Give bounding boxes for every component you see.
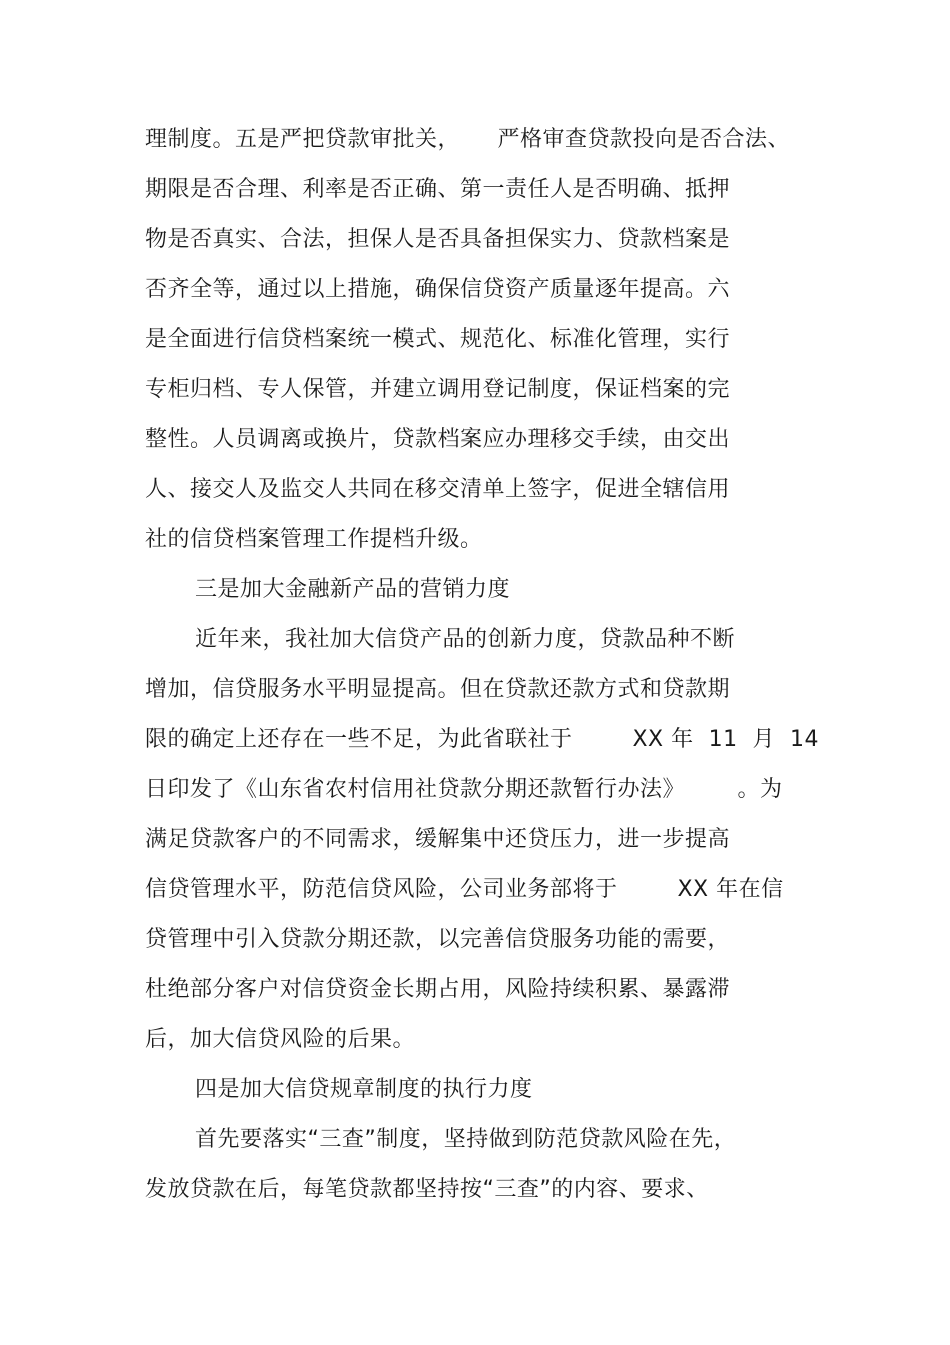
text-line: 社的信贷档案管理工作提档升级。 [145, 527, 483, 552]
text-line: 限的确定上还存在一些不足，为此省联社于 XX 年 11 月 14 [145, 727, 820, 752]
text-line: 满足贷款客户的不同需求，缓解集中还贷压力，进一步提高 [145, 827, 731, 852]
text-line: 发放贷款在后，每笔贷款都坚持按“三查”的内容、要求、 [145, 1177, 709, 1202]
text-line: 物是否真实、合法，担保人是否具备担保实力、贷款档案是 [145, 227, 731, 252]
text-line: 期限是否合理、利率是否正确、第一责任人是否明确、抵押 [145, 177, 731, 202]
text-line: 日印发了《山东省农村信用社贷款分期还款暂行办法》 。为 [145, 777, 783, 802]
paragraph-start: 首先要落实“三查”制度，坚持做到防范贷款风险在先， [195, 1127, 737, 1152]
section-heading: 四是加大信贷规章制度的执行力度 [195, 1077, 533, 1102]
text-line: 信贷管理水平，防范信贷风险，公司业务部将于 XX 年在信 [145, 877, 784, 902]
text-line: 否齐全等，通过以上措施，确保信贷资产质量逐年提高。六 [145, 277, 731, 302]
text-line: 专柜归档、专人保管，并建立调用登记制度，保证档案的完 [145, 377, 731, 402]
text-line: 是全面进行信贷档案统一模式、规范化、标准化管理，实行 [145, 327, 731, 352]
text-line: 杜绝部分客户对信贷资金长期占用，风险持续积累、暴露滞 [145, 977, 731, 1002]
text-line: 增加，信贷服务水平明显提高。但在贷款还款方式和贷款期 [145, 677, 731, 702]
paragraph-start: 近年来，我社加大信贷产品的创新力度，贷款品种不断 [195, 627, 736, 652]
text-line: 理制度。五是严把贷款审批关， 严格审查贷款投向是否合法、 [145, 127, 790, 152]
text-line: 后，加大信贷风险的后果。 [145, 1027, 416, 1052]
text-line: 整性。人员调离或换片，贷款档案应办理移交手续，由交出 [145, 427, 731, 452]
text-line: 人、接交人及监交人共同在移交清单上签字，促进全辖信用 [145, 477, 731, 502]
text-line: 贷管理中引入贷款分期还款，以完善信贷服务功能的需要， [145, 927, 731, 952]
section-heading: 三是加大金融新产品的营销力度 [195, 577, 511, 602]
